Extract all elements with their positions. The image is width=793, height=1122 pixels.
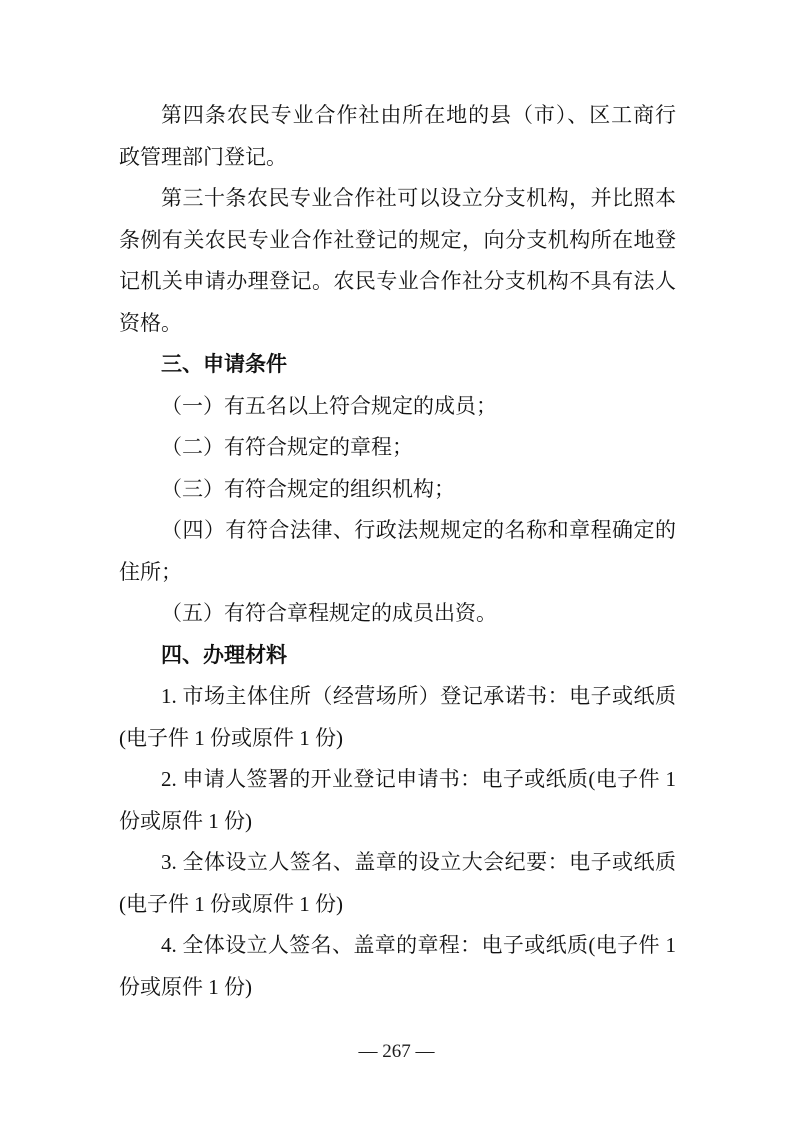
document-line: 政管理部门登记。 (119, 144, 287, 169)
document-line: 份或原件 1 份) (119, 974, 252, 999)
section-heading-application-conditions: 三、申请条件 (161, 353, 287, 376)
document-line: 第三十条农民专业合作社可以设立分支机构，并比照本 (161, 186, 676, 210)
footer-right-dash: — (415, 1041, 435, 1062)
list-item: 3. 全体设立人签名、盖章的设立大会纪要：电子或纸质 (161, 850, 676, 874)
footer-left-dash: — (358, 1041, 378, 1062)
list-item: （三）有符合规定的组织机构； (161, 476, 455, 501)
list-item: （一）有五名以上符合规定的成员； (161, 393, 497, 418)
list-item: 2. 申请人签署的开业登记申请书：电子或纸质(电子件 1 (161, 767, 676, 791)
document-line: 住所； (119, 559, 182, 584)
page-number: 267 (382, 1041, 411, 1062)
list-item: 4. 全体设立人签名、盖章的章程：电子或纸质(电子件 1 (161, 933, 676, 957)
list-item: 1. 市场主体住所（经营场所）登记承诺书：电子或纸质 (161, 684, 676, 708)
list-item: （二）有符合规定的章程； (161, 435, 413, 459)
section-heading-materials: 四、办理材料 (161, 643, 287, 667)
document-line: 条例有关农民专业合作社登记的规定，向分支机构所在地登 (119, 227, 676, 252)
list-item: （五）有符合章程规定的成员出资。 (161, 601, 497, 625)
page-footer (0, 1039, 793, 1065)
document-line: (电子件 1 份或原件 1 份) (119, 891, 343, 916)
document-line: (电子件 1 份或原件 1 份) (119, 725, 343, 750)
document-line: 份或原件 1 份) (119, 808, 252, 833)
document-line: 资格。 (119, 310, 182, 335)
list-item: （四）有符合法律、行政法规规定的名称和章程确定的 (161, 518, 676, 542)
document-line: 第四条农民专业合作社由所在地的县（市）、区工商行 (161, 103, 676, 127)
document-line: 记机关申请办理登记。农民专业合作社分支机构不具有法人 (119, 269, 676, 293)
